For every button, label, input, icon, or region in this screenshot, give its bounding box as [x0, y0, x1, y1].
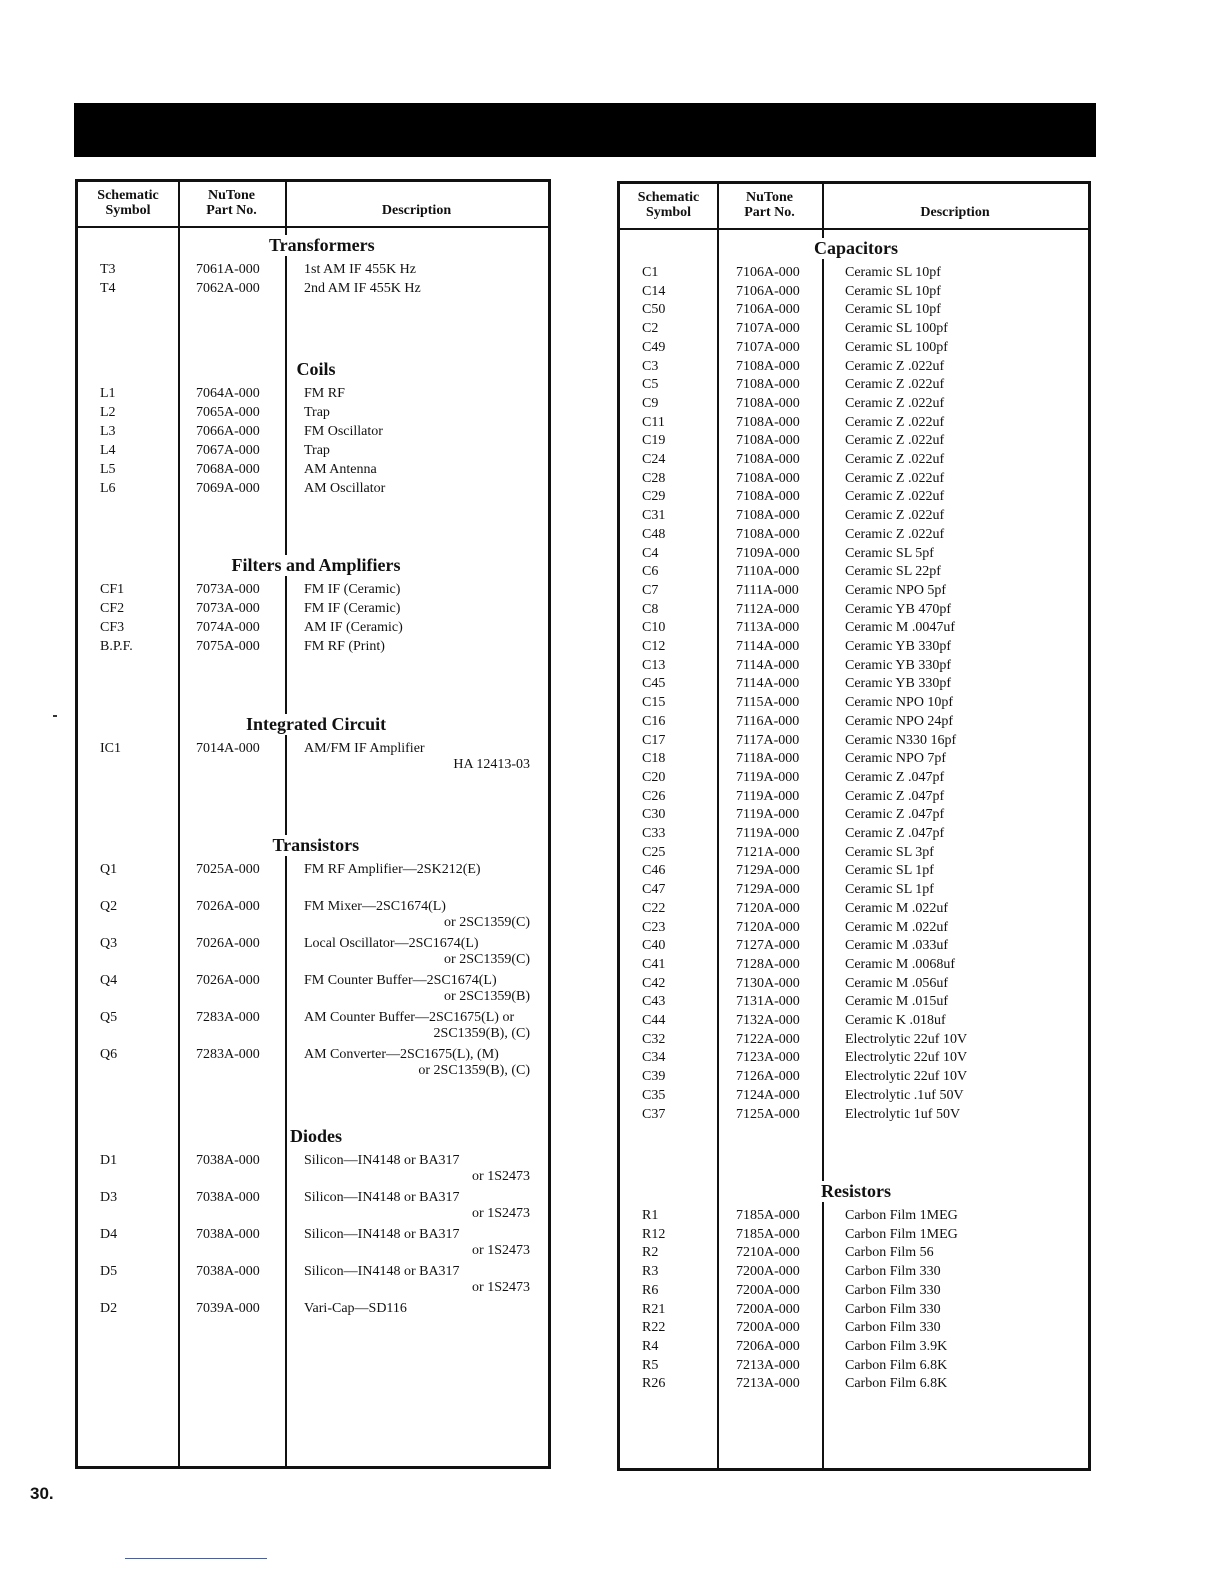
header-divider	[620, 228, 1088, 230]
table-row-symbol: L2	[100, 405, 116, 420]
table-row-part-no: 7200A-000	[736, 1282, 800, 1298]
table-row-part-no: 7014A-000	[196, 741, 260, 756]
table-row-description-cont: 2SC1359(B), (C)	[433, 1026, 530, 1041]
table-row-description: Carbon Film 330	[845, 1320, 941, 1336]
section-title: Capacitors	[814, 238, 898, 258]
table-row-part-no: 7114A-000	[736, 676, 800, 692]
table-row-part-no: 7283A-000	[196, 1047, 260, 1062]
table-row-description: Ceramic M .056uf	[845, 975, 949, 991]
table-row-description: 2nd AM IF 455K Hz	[304, 281, 421, 296]
table-row-description: Local Oscillator—2SC1674(L)	[304, 936, 479, 951]
header-description: Description	[381, 203, 452, 218]
table-row-part-no: 7123A-000	[736, 1050, 800, 1066]
table-row-part-no: 7283A-000	[196, 1010, 260, 1025]
table-row-symbol: R1	[642, 1208, 659, 1223]
table-row-symbol: C42	[642, 975, 666, 991]
parts-table-left	[75, 179, 551, 1469]
table-row-part-no: 7026A-000	[196, 973, 260, 988]
table-row-symbol: C8	[642, 601, 659, 617]
table-row-description: Carbon Film 1MEG	[845, 1208, 958, 1223]
table-row-part-no: 7067A-000	[196, 443, 260, 458]
table-row-part-no: 7108A-000	[736, 377, 800, 393]
table-row-symbol: R3	[642, 1264, 659, 1280]
section-title: Transistors	[272, 835, 360, 855]
table-row-description: FM Oscillator	[304, 424, 383, 439]
table-row-description: Carbon Film 330	[845, 1282, 941, 1298]
header-partno-line2: Part No.	[206, 203, 257, 218]
table-row-description: Carbon Film 3.9K	[845, 1338, 948, 1354]
table-row-part-no: 7108A-000	[736, 414, 800, 430]
table-row-description: Ceramic NPO 7pf	[845, 751, 947, 767]
table-row-description: Ceramic SL 5pf	[845, 545, 934, 561]
table-row-part-no: 7038A-000	[196, 1190, 260, 1205]
table-row-description: Ceramic Z .022uf	[845, 358, 945, 374]
table-row-part-no: 7185A-000	[736, 1226, 800, 1242]
section-title: Transformers	[269, 235, 375, 255]
table-row-part-no: 7129A-000	[736, 882, 800, 898]
table-row-description-cont: or 1S2473	[472, 1280, 530, 1295]
table-row-symbol: C16	[642, 713, 666, 729]
table-row-part-no: 7130A-000	[736, 975, 800, 991]
footer-rule	[125, 1558, 267, 1559]
table-row-symbol: C40	[642, 938, 666, 954]
table-row-symbol: C17	[642, 732, 666, 748]
table-row-symbol: C39	[642, 1069, 666, 1085]
table-row-part-no: 7075A-000	[196, 639, 260, 654]
table-row-description: Electrolytic 1uf 50V	[845, 1106, 961, 1122]
table-row-symbol: C6	[642, 564, 659, 580]
table-row-part-no: 7131A-000	[736, 994, 800, 1010]
table-row-description: FM RF (Print)	[304, 639, 385, 654]
table-row-symbol: C45	[642, 676, 666, 692]
table-row-symbol: C13	[642, 657, 666, 673]
table-row-part-no: 7108A-000	[736, 470, 800, 486]
table-row-description: Ceramic YB 470pf	[845, 601, 952, 617]
table-row-symbol: R5	[642, 1357, 659, 1373]
table-row-part-no: 7061A-000	[196, 262, 260, 277]
table-row-part-no: 7039A-000	[196, 1301, 260, 1316]
table-row-symbol: C23	[642, 919, 666, 935]
table-row-part-no: 7038A-000	[196, 1153, 260, 1168]
table-row-symbol: C30	[642, 807, 666, 823]
table-row-description: Vari-Cap—SD116	[304, 1301, 407, 1316]
table-row-description: Ceramic M .022uf	[845, 900, 949, 916]
table-row-symbol: C49	[642, 339, 666, 355]
table-row-symbol: C20	[642, 769, 666, 785]
table-row-description: Ceramic SL 3pf	[845, 844, 934, 860]
table-row-symbol: Q1	[100, 862, 118, 877]
table-row-part-no: 7119A-000	[736, 769, 800, 785]
table-row-description: Ceramic Z .022uf	[845, 395, 945, 411]
table-row-description: FM IF (Ceramic)	[304, 582, 401, 597]
header-description: Description	[920, 205, 990, 220]
table-row-symbol: L4	[100, 443, 116, 458]
table-row-symbol: C7	[642, 582, 659, 598]
table-row-part-no: 7200A-000	[736, 1320, 800, 1336]
table-row-symbol: C2	[642, 321, 659, 337]
table-row-description-cont: or 1S2473	[472, 1206, 530, 1221]
table-row-symbol: C3	[642, 358, 659, 374]
table-row-description: Ceramic SL 1pf	[845, 882, 934, 898]
table-row-part-no: 7122A-000	[736, 1031, 800, 1047]
table-row-description: Carbon Film 330	[845, 1301, 941, 1317]
table-row-part-no: 7206A-000	[736, 1338, 800, 1354]
section-title: Integrated Circuit	[246, 714, 387, 734]
table-row-description: FM Counter Buffer—2SC1674(L)	[304, 973, 497, 988]
table-row-symbol: R4	[642, 1338, 659, 1354]
table-row-part-no: 7115A-000	[736, 695, 800, 711]
table-row-description: Ceramic Z .022uf	[845, 377, 945, 393]
table-row-description: FM Mixer—2SC1674(L)	[304, 899, 446, 914]
table-row-part-no: 7210A-000	[736, 1245, 800, 1261]
section-title: Coils	[296, 359, 336, 379]
table-row-description: Ceramic Z .022uf	[845, 452, 945, 467]
column-divider	[178, 182, 180, 1466]
table-row-symbol: R6	[642, 1282, 659, 1298]
table-row-part-no: 7068A-000	[196, 462, 260, 477]
table-row-part-no: 7114A-000	[736, 639, 800, 654]
table-row-part-no: 7106A-000	[736, 265, 800, 280]
table-row-part-no: 7125A-000	[736, 1106, 800, 1122]
table-row-description: Carbon Film 6.8K	[845, 1357, 948, 1373]
table-row-description: Electrolytic .1uf 50V	[845, 1087, 964, 1103]
table-row-part-no: 7120A-000	[736, 900, 800, 916]
table-row-description-cont: or 1S2473	[472, 1243, 530, 1258]
table-row-description: Ceramic Z .022uf	[845, 489, 945, 505]
column-divider	[717, 184, 719, 1468]
table-row-description: Ceramic M .0068uf	[845, 956, 956, 972]
table-row-description: Carbon Film 6.8K	[845, 1376, 948, 1392]
table-row-symbol: C5	[642, 377, 659, 393]
table-row-symbol: C22	[642, 900, 666, 916]
table-row-description: AM Oscillator	[304, 481, 386, 496]
table-row-symbol: C11	[642, 414, 665, 430]
table-row-symbol: C31	[642, 508, 666, 524]
table-row-part-no: 7107A-000	[736, 321, 800, 337]
table-row-part-no: 7026A-000	[196, 936, 260, 951]
table-row-description-cont: or 2SC1359(B)	[444, 989, 530, 1004]
table-row-symbol: C32	[642, 1031, 666, 1047]
table-row-description: Ceramic M .0047uf	[845, 620, 956, 636]
table-row-part-no: 7026A-000	[196, 899, 260, 914]
table-row-description: AM Antenna	[304, 462, 377, 477]
table-row-description: Ceramic Z .022uf	[845, 414, 945, 430]
table-row-part-no: 7038A-000	[196, 1227, 260, 1242]
table-row-symbol: D2	[100, 1301, 118, 1316]
table-row-description: Ceramic YB 330pf	[845, 657, 952, 673]
table-row-part-no: 7073A-000	[196, 601, 260, 616]
header-symbol-line2: Symbol	[105, 203, 151, 218]
table-row-part-no: 7038A-000	[196, 1264, 260, 1279]
table-row-symbol: L5	[100, 462, 116, 477]
table-row-description: Ceramic SL 10pf	[845, 283, 941, 299]
table-row-part-no: 7108A-000	[736, 526, 800, 542]
table-row-description: FM IF (Ceramic)	[304, 601, 401, 616]
margin-mark	[53, 715, 57, 717]
table-row-description: Carbon Film 1MEG	[845, 1226, 958, 1242]
table-row-symbol: C24	[642, 452, 666, 467]
table-row-description: Ceramic YB 330pf	[845, 676, 952, 692]
table-row-symbol: L1	[100, 386, 116, 401]
table-row-part-no: 7064A-000	[196, 386, 260, 401]
table-row-description: Silicon—IN4148 or BA317	[304, 1227, 460, 1242]
table-row-description: Carbon Film 56	[845, 1245, 934, 1261]
table-row-description: Ceramic K .018uf	[845, 1013, 946, 1028]
table-row-description: Trap	[304, 443, 330, 458]
column-divider	[822, 184, 824, 1468]
table-row-part-no: 7106A-000	[736, 283, 800, 299]
table-row-symbol: C43	[642, 994, 666, 1010]
table-row-description: Ceramic N330 16pf	[845, 732, 957, 748]
table-row-symbol: L6	[100, 481, 116, 496]
table-row-part-no: 7110A-000	[736, 564, 800, 580]
table-row-part-no: 7025A-000	[196, 862, 260, 877]
header-symbol-line2: Symbol	[645, 205, 692, 220]
table-row-part-no: 7066A-000	[196, 424, 260, 439]
table-row-symbol: R22	[642, 1320, 666, 1336]
table-row-part-no: 7108A-000	[736, 433, 800, 449]
table-row-symbol: R2	[642, 1245, 659, 1261]
table-row-symbol: CF1	[100, 582, 125, 597]
table-row-part-no: 7108A-000	[736, 489, 800, 505]
table-row-part-no: 7185A-000	[736, 1208, 800, 1223]
table-row-symbol: R21	[642, 1301, 666, 1317]
header-divider	[78, 226, 548, 228]
table-row-symbol: C10	[642, 620, 666, 636]
table-row-part-no: 7107A-000	[736, 339, 800, 355]
table-row-description-cont: or 2SC1359(C)	[444, 952, 530, 967]
header-partno-line1: NuTone	[208, 188, 255, 203]
section-title: Filters and Amplifiers	[231, 555, 401, 575]
header-bar	[74, 103, 1096, 157]
table-row-part-no: 7120A-000	[736, 919, 800, 935]
table-row-part-no: 7127A-000	[736, 938, 800, 954]
column-divider	[285, 182, 287, 1466]
table-row-description: Ceramic Z .047pf	[845, 807, 945, 823]
table-row-description: 1st AM IF 455K Hz	[304, 262, 417, 277]
table-row-symbol: C47	[642, 882, 666, 898]
table-row-symbol: B.P.F.	[100, 639, 133, 654]
table-row-symbol: C18	[642, 751, 666, 767]
table-row-part-no: 7117A-000	[736, 732, 800, 748]
table-row-symbol: C34	[642, 1050, 666, 1066]
table-row-part-no: 7062A-000	[196, 281, 260, 296]
table-row-description: Ceramic Z .047pf	[845, 826, 945, 841]
table-row-description: AM/FM IF Amplifier	[304, 741, 425, 756]
table-row-symbol: IC1	[100, 741, 121, 756]
table-row-description: AM IF (Ceramic)	[304, 620, 403, 635]
table-row-symbol: C33	[642, 826, 666, 841]
table-row-symbol: C26	[642, 788, 666, 804]
table-row-symbol: C29	[642, 489, 666, 505]
table-row-part-no: 7114A-000	[736, 657, 800, 673]
table-row-part-no: 7200A-000	[736, 1264, 800, 1280]
table-row-symbol: C35	[642, 1087, 666, 1103]
table-row-description: Silicon—IN4148 or BA317	[304, 1190, 460, 1205]
section-title: Resistors	[821, 1181, 891, 1201]
header-partno-line2: Part No.	[744, 205, 795, 220]
table-row-symbol: T4	[100, 281, 116, 296]
table-row-symbol: R12	[642, 1226, 666, 1242]
table-row-part-no: 7108A-000	[736, 508, 800, 524]
table-row-description: Ceramic SL 100pf	[845, 339, 948, 355]
table-row-symbol: C41	[642, 956, 666, 972]
table-row-description: Ceramic Z .022uf	[845, 433, 945, 449]
table-row-description: Ceramic Z .022uf	[845, 508, 945, 524]
table-row-part-no: 7128A-000	[736, 956, 800, 972]
table-row-symbol: C4	[642, 545, 659, 561]
table-row-symbol: C9	[642, 395, 659, 411]
table-row-description: Ceramic Z .047pf	[845, 769, 945, 785]
table-row-description: Trap	[304, 405, 330, 420]
table-row-description-cont: or 2SC1359(C)	[444, 915, 530, 930]
table-row-description-cont: or 2SC1359(B), (C)	[418, 1063, 530, 1078]
table-row-part-no: 7213A-000	[736, 1376, 800, 1392]
table-row-symbol: Q5	[100, 1010, 118, 1025]
table-row-symbol: D4	[100, 1227, 118, 1242]
table-row-description: Ceramic SL 1pf	[845, 863, 934, 879]
table-row-symbol: C14	[642, 283, 666, 299]
table-row-description: Ceramic SL 10pf	[845, 302, 941, 318]
table-row-part-no: 7116A-000	[736, 713, 800, 729]
table-row-description: Ceramic YB 330pf	[845, 639, 952, 654]
parts-table-right	[617, 181, 1091, 1471]
table-row-part-no: 7073A-000	[196, 582, 260, 597]
table-row-part-no: 7109A-000	[736, 545, 800, 561]
table-row-symbol: C37	[642, 1106, 666, 1122]
table-row-symbol: D3	[100, 1190, 118, 1205]
table-row-part-no: 7118A-000	[736, 751, 800, 767]
table-row-part-no: 7111A-000	[736, 582, 799, 598]
header-symbol-line1: Schematic	[97, 188, 159, 203]
table-row-description: Ceramic NPO 10pf	[845, 695, 954, 711]
table-row-part-no: 7121A-000	[736, 844, 800, 860]
table-row-part-no: 7213A-000	[736, 1357, 800, 1373]
table-row-symbol: C44	[642, 1013, 666, 1028]
header-partno-line1: NuTone	[746, 190, 793, 205]
table-row-part-no: 7200A-000	[736, 1301, 800, 1317]
table-row-description: Silicon—IN4148 or BA317	[304, 1264, 460, 1279]
table-row-description: Ceramic Z .047pf	[845, 788, 945, 804]
table-row-description: Ceramic Z .022uf	[845, 470, 945, 486]
table-row-part-no: 7119A-000	[736, 826, 800, 841]
table-row-symbol: T3	[100, 262, 116, 277]
table-row-symbol: C28	[642, 470, 666, 486]
table-row-symbol: Q3	[100, 936, 118, 951]
table-row-description: Ceramic SL 22pf	[845, 564, 941, 580]
header-symbol-line1: Schematic	[637, 190, 700, 205]
table-row-description: Silicon—IN4148 or BA317	[304, 1153, 460, 1168]
table-row-part-no: 7074A-000	[196, 620, 260, 635]
table-row-symbol: C12	[642, 639, 666, 654]
table-row-description: Ceramic M .022uf	[845, 919, 949, 935]
table-row-description-cont: or 1S2473	[472, 1169, 530, 1184]
table-row-symbol: Q6	[100, 1047, 118, 1062]
section-title: Diodes	[290, 1126, 343, 1146]
table-row-description: Ceramic NPO 24pf	[845, 713, 954, 729]
table-row-part-no: 7065A-000	[196, 405, 260, 420]
table-row-description: Ceramic Z .022uf	[845, 526, 945, 542]
table-row-symbol: C46	[642, 863, 666, 879]
table-row-description: Ceramic NPO 5pf	[845, 582, 947, 598]
table-row-part-no: 7108A-000	[736, 395, 800, 411]
table-row-symbol: D5	[100, 1264, 118, 1279]
table-row-description: Ceramic M .033uf	[845, 938, 949, 954]
table-row-symbol: R26	[642, 1376, 666, 1392]
table-row-part-no: 7119A-000	[736, 807, 800, 823]
table-row-part-no: 7108A-000	[736, 452, 800, 467]
table-row-description: AM Counter Buffer—2SC1675(L) or	[304, 1010, 515, 1025]
table-row-description: Electrolytic 22uf 10V	[845, 1050, 968, 1066]
table-row-description: AM Converter—2SC1675(L), (M)	[304, 1047, 499, 1062]
table-row-symbol: Q2	[100, 899, 118, 914]
table-row-part-no: 7124A-000	[736, 1087, 800, 1103]
table-row-symbol: L3	[100, 424, 116, 439]
table-row-part-no: 7108A-000	[736, 358, 800, 374]
table-row-part-no: 7113A-000	[736, 620, 800, 636]
table-row-description: Ceramic SL 100pf	[845, 321, 948, 337]
table-row-symbol: C1	[642, 265, 659, 280]
table-row-description: Ceramic M .015uf	[845, 994, 949, 1010]
table-row-symbol: CF3	[100, 620, 125, 635]
table-row-part-no: 7129A-000	[736, 863, 800, 879]
table-row-description: Carbon Film 330	[845, 1264, 941, 1280]
table-row-description: Ceramic SL 10pf	[845, 265, 941, 280]
table-row-part-no: 7112A-000	[736, 601, 800, 617]
table-row-part-no: 7132A-000	[736, 1013, 800, 1028]
table-row-symbol: C19	[642, 433, 666, 449]
table-row-symbol: C15	[642, 695, 666, 711]
table-row-part-no: 7069A-000	[196, 481, 260, 496]
table-row-description: Electrolytic 22uf 10V	[845, 1031, 968, 1047]
table-row-description: FM RF Amplifier—2SK212(E)	[304, 862, 481, 877]
page-number: 30.	[30, 1484, 54, 1503]
table-row-symbol: C25	[642, 844, 666, 860]
table-row-symbol: D1	[100, 1153, 118, 1168]
table-row-symbol: C50	[642, 302, 666, 318]
table-row-part-no: 7106A-000	[736, 302, 800, 318]
table-row-description: FM RF	[304, 386, 345, 401]
table-row-symbol: Q4	[100, 973, 118, 988]
table-row-part-no: 7119A-000	[736, 788, 800, 804]
table-row-symbol: C48	[642, 526, 666, 542]
table-row-part-no: 7126A-000	[736, 1069, 800, 1085]
table-row-description: Electrolytic 22uf 10V	[845, 1069, 968, 1085]
table-row-symbol: CF2	[100, 601, 125, 616]
table-row-description-cont: HA 12413-03	[453, 757, 530, 772]
